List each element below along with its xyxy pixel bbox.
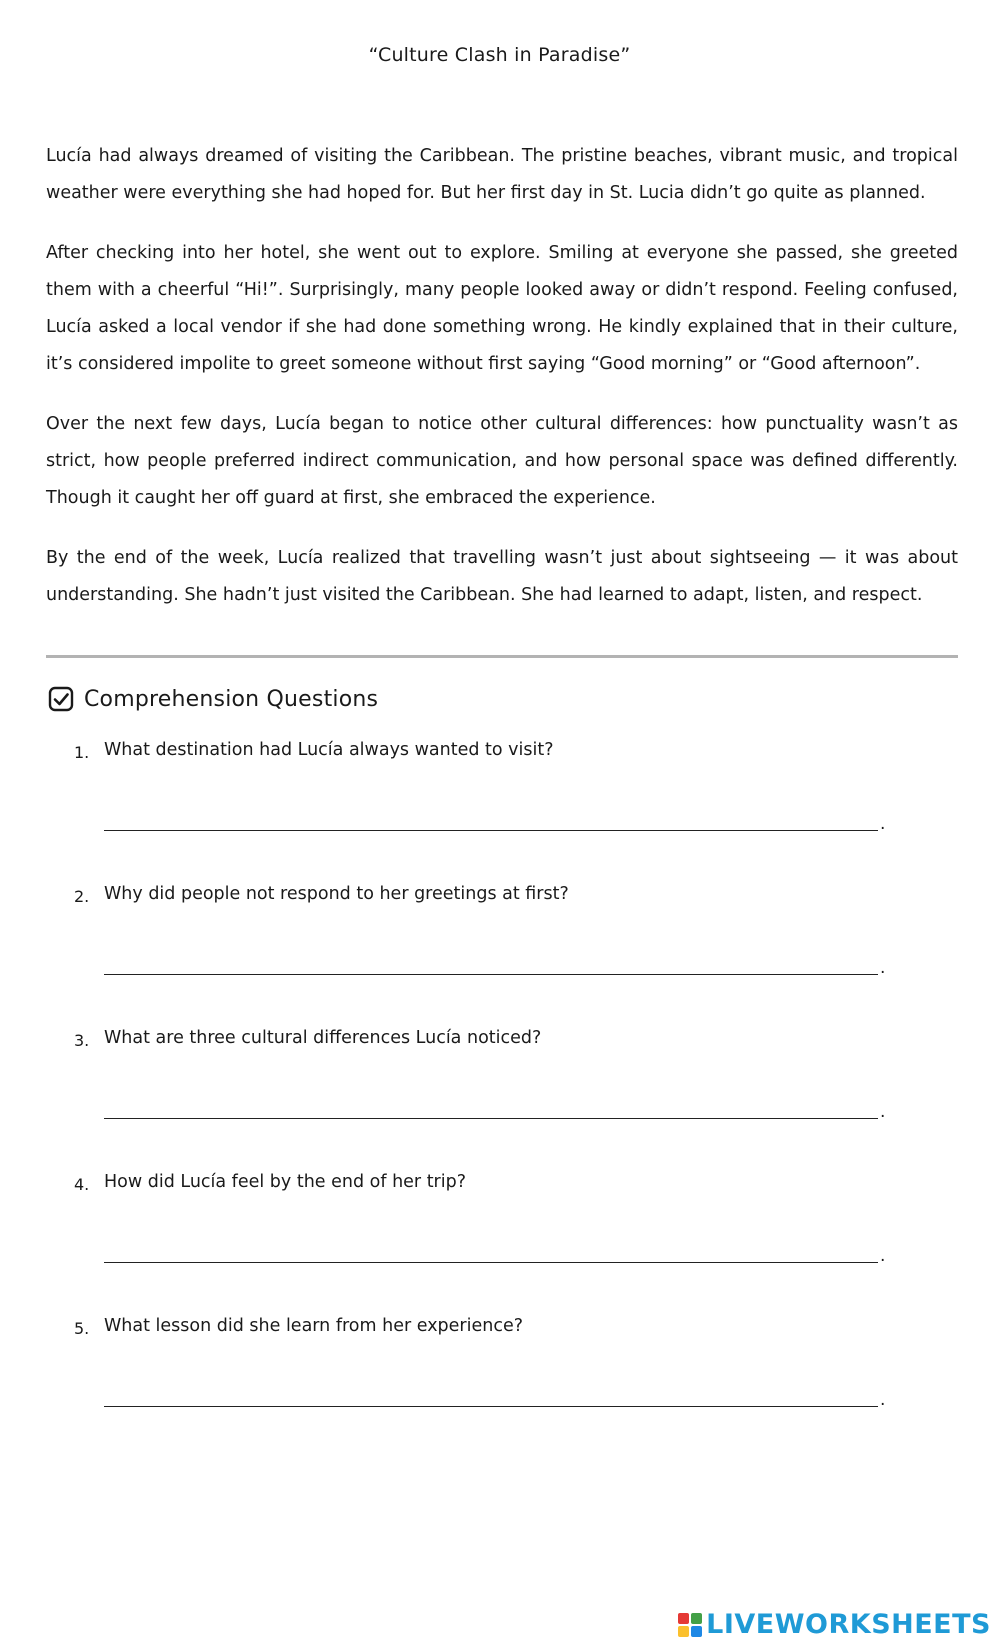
answer-period: . — [880, 1390, 886, 1410]
liveworksheets-logo-icon — [677, 1612, 703, 1638]
answer-field[interactable] — [104, 830, 878, 831]
question-number: 2. — [74, 887, 90, 906]
question-number: 4. — [74, 1175, 90, 1194]
question-text: Why did people not respond to her greetings at first? — [104, 884, 569, 904]
question-text: What lesson did she learn from her experience? — [104, 1316, 524, 1336]
question-item — [72, 884, 892, 1028]
question-text: What destination had Lucía always wanted to visit? — [104, 740, 554, 760]
story-paragraph: After checking into her hotel, she went out to explore. Smiling at everyone she passed, she greeted them with a cheerful “Hi!”. Surprisingly, many people looked away or didn’t respond. Feeling confused, Lucía asked a local vendor if she had done something wrong. He kindly explained that in their culture, it’s considered impolite to greet someone without first saying “Good morning” or “Good afternoon”. — [46, 243, 958, 374]
question-item — [72, 1172, 892, 1316]
question-text: What are three cultural differences Lucía noticed? — [104, 1028, 542, 1048]
question-text: How did Lucía feel by the end of her trip? — [104, 1172, 467, 1192]
answer-field[interactable] — [104, 1262, 878, 1263]
question-list — [72, 740, 892, 1460]
story-paragraph: Lucía had always dreamed of visiting the Caribbean. The pristine beaches, vibrant music, and tropical weather were everything she had hoped for. But her first day in St. Lucia didn’t go quite as planned. — [46, 146, 958, 203]
answer-field[interactable] — [104, 974, 878, 975]
logo-text: LIVEWORKSHEETS — [706, 1609, 991, 1640]
question-number: 5. — [74, 1319, 90, 1338]
question-number: 3. — [74, 1031, 90, 1050]
answer-period: . — [880, 814, 886, 834]
worksheet-title: “Culture Clash in Paradise” — [368, 44, 631, 66]
answer-period: . — [880, 958, 886, 978]
story-text — [46, 138, 958, 637]
question-item — [72, 1316, 892, 1460]
question-item — [72, 740, 892, 884]
section-divider — [46, 655, 958, 658]
liveworksheets-logo — [677, 1609, 991, 1640]
story-paragraph: Over the next few days, Lucía began to notice other cultural differences: how punctuality wasn’t as strict, how people preferred indirect communication, and how personal space was defined differently. Though it caught her off guard at first, she embraced the experience. — [46, 414, 958, 508]
story-paragraph: By the end of the week, Lucía realized that travelling wasn’t just about sightseeing — it was about understanding. She hadn’t just visited the Caribbean. She had learned to adapt, listen, and respect. — [46, 548, 958, 605]
answer-field[interactable] — [104, 1118, 878, 1119]
comprehension-header — [48, 686, 378, 712]
answer-period: . — [880, 1102, 886, 1122]
checkbox-icon — [48, 686, 74, 712]
answer-field[interactable] — [104, 1406, 878, 1407]
section-title: Comprehension Questions — [84, 686, 379, 712]
answer-period: . — [880, 1246, 886, 1266]
question-item — [72, 1028, 892, 1172]
question-number: 1. — [74, 743, 90, 762]
